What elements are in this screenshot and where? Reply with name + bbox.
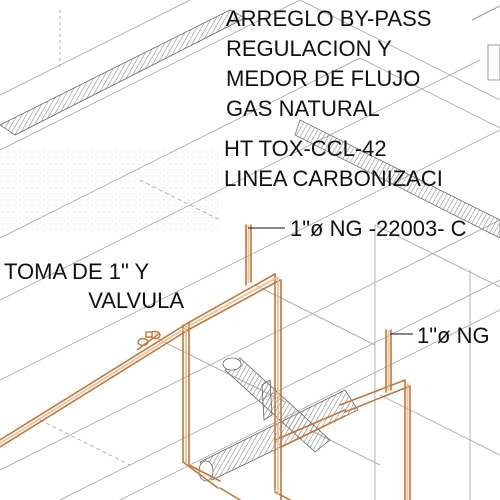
subtitle-line-2: LINEA CARBONIZACI [224, 166, 443, 191]
title-line-1: ARREGLO BY-PASS [226, 6, 432, 31]
pipe-tag-2: 1"ø NG [417, 323, 490, 348]
title-line-3: MEDOR DE FLUJO [226, 66, 421, 91]
title-line-2: REGULACION Y [226, 36, 392, 61]
subtitle-block [224, 136, 443, 191]
pipe-tag-1: 1"ø NG -22003- C [290, 216, 467, 241]
subtitle-line-1: HT TOX-CCL-42 [224, 136, 387, 161]
note-line-2: VALVULA [88, 288, 184, 313]
title-line-4: GAS NATURAL [226, 96, 380, 121]
note-line-1: TOMA DE 1" Y [4, 259, 150, 284]
title-block [226, 6, 431, 121]
